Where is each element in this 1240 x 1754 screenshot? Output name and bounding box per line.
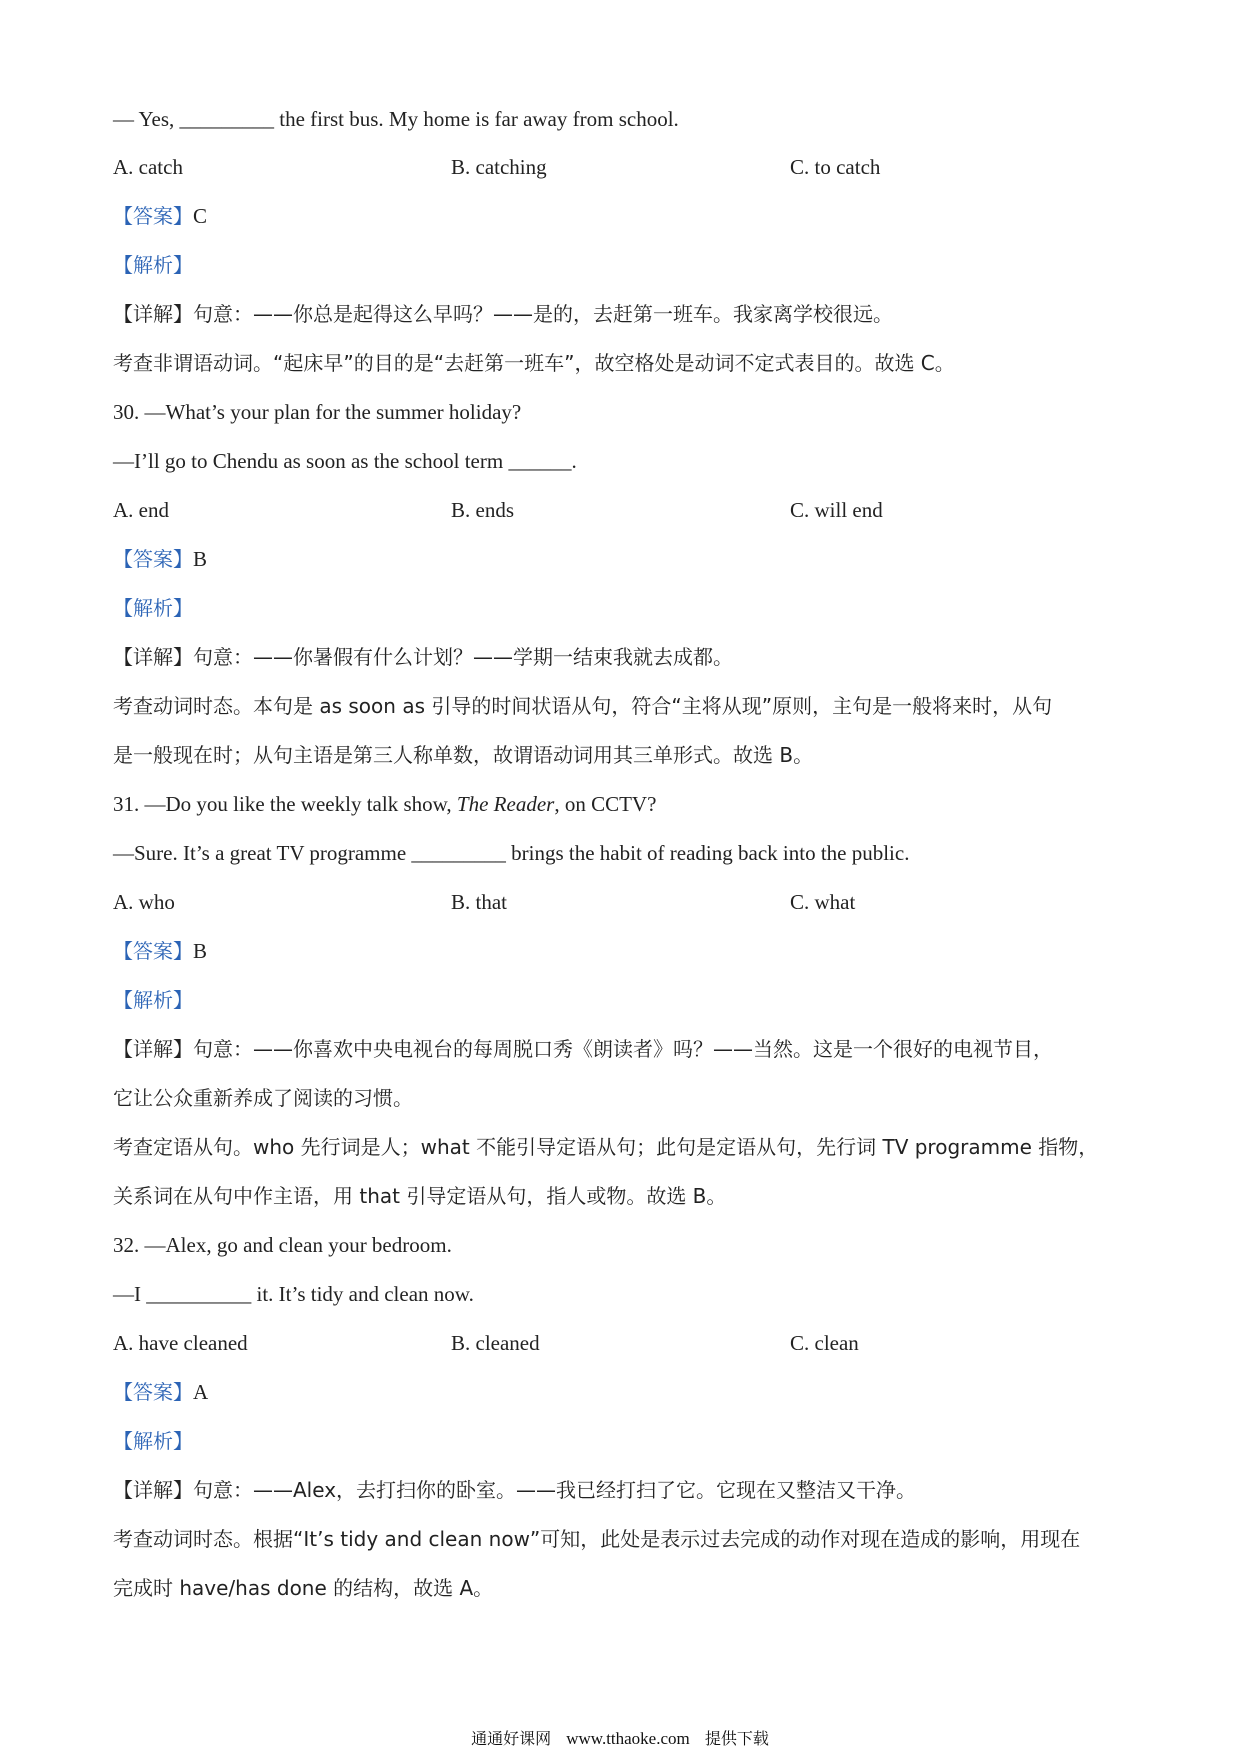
q32-option-c: C. clean: [790, 1331, 859, 1355]
answer-tag: 【答案】: [113, 939, 193, 963]
q31-show-title: The Reader: [456, 792, 555, 816]
q32-explanation-line1: 考查动词时态。根据“It’s tidy and clean now”可知，此处是表示过去完成的动作对现在造成的影响，用现在: [113, 1527, 1081, 1551]
analysis-tag: 【解析】: [113, 253, 193, 277]
detail-text: 句意：——你喜欢中央电视台的每周脱口秀《朗读者》吗？——当然。这是一个很好的电视节目，: [193, 1037, 1053, 1061]
footer-url[interactable]: www.tthaoke.com: [566, 1729, 690, 1748]
q31-question-prefix: 31. —Do you like the weekly talk show,: [113, 792, 457, 816]
q32-analysis: [113, 1426, 193, 1456]
q30-explanation-line1: 考查动词时态。本句是 as soon as 引导的时间状语从句，符合“主将从现”原则，主句是一般将来时，从句: [113, 694, 1053, 718]
q31-explanation-line1: 考查定语从句。who 先行词是人；what 不能引导定语从句；此句是定语从句，先行词 TV programme 指物，: [113, 1135, 1099, 1159]
analysis-tag: 【解析】: [113, 596, 193, 620]
q30-reply: —I’ll go to Chendu as soon as the school term ______.: [113, 449, 577, 473]
detail-tag: 【详解】: [113, 645, 193, 669]
q31-option-a: A. who: [113, 890, 175, 914]
q31-detail-line2: 它让公众重新养成了阅读的习惯。: [113, 1086, 413, 1110]
q30-option-b: B. ends: [451, 498, 514, 522]
q32-detail: [113, 1475, 916, 1505]
q32-option-a: A. have cleaned: [113, 1331, 248, 1355]
q31-explanation-line2: 关系词在从句中作主语，用 that 引导定语从句，指人或物。故选 B。: [113, 1184, 727, 1208]
q31-detail-line1: [113, 1034, 1053, 1064]
q29-option-a: A. catch: [113, 155, 183, 179]
detail-tag: 【详解】: [113, 302, 193, 326]
q31-analysis: [113, 985, 193, 1015]
detail-tag: 【详解】: [113, 1037, 193, 1061]
analysis-tag: 【解析】: [113, 988, 193, 1012]
detail-text: 句意：——Alex，去打扫你的卧室。——我已经打扫了它。它现在又整洁又干净。: [193, 1478, 917, 1502]
detail-text: 句意：——你总是起得这么早吗？——是的，去赶第一班车。我家离学校很远。: [193, 302, 893, 326]
answer-letter: B: [193, 547, 208, 571]
q30-answer: [113, 544, 207, 574]
page-footer: [0, 1726, 1240, 1749]
q30-explanation-line2: 是一般现在时；从句主语是第三人称单数，故谓语动词用其三单形式。故选 B。: [113, 743, 814, 767]
q29-explanation: 考查非谓语动词。“起床早”的目的是“去赶第一班车”，故空格处是动词不定式表目的。故选 C。: [113, 351, 955, 375]
q32-option-b: B. cleaned: [451, 1331, 540, 1355]
q32-reply: —I __________ it. It’s tidy and clean now.: [113, 1282, 474, 1306]
q29-analysis: [113, 250, 193, 280]
answer-tag: 【答案】: [113, 204, 193, 228]
answer-tag: 【答案】: [113, 1380, 193, 1404]
q30-detail: [113, 642, 733, 672]
answer-letter: B: [193, 939, 208, 963]
q30-question: 30. —What’s your plan for the summer holiday?: [113, 400, 522, 424]
q29-detail: [113, 299, 893, 329]
answer-letter: C: [193, 204, 208, 228]
q31-answer: [113, 936, 207, 966]
answer-letter: A: [193, 1380, 209, 1404]
answer-tag: 【答案】: [113, 547, 193, 571]
q30-analysis: [113, 593, 193, 623]
q29-stem: — Yes, _________ the first bus. My home is far away from school.: [113, 107, 679, 131]
footer-site-name: 通通好课网: [471, 1729, 552, 1748]
q29-option-b: B. catching: [451, 155, 547, 179]
q29-option-c: C. to catch: [790, 155, 881, 179]
analysis-tag: 【解析】: [113, 1429, 193, 1453]
q30-option-c: C. will end: [790, 498, 883, 522]
q31-reply: —Sure. It’s a great TV programme _________ brings the habit of reading back into the public.: [113, 841, 910, 865]
q32-explanation-line2: 完成时 have/has done 的结构，故选 A。: [113, 1576, 494, 1600]
footer-download-text: 提供下载: [704, 1729, 769, 1748]
detail-text: 句意：——你暑假有什么计划？——学期一结束我就去成都。: [193, 645, 733, 669]
q31-question-suffix: , on CCTV?: [554, 792, 657, 816]
q32-answer: [113, 1377, 208, 1407]
q31-question: [113, 789, 656, 819]
q32-question: 32. —Alex, go and clean your bedroom.: [113, 1233, 452, 1257]
detail-tag: 【详解】: [113, 1478, 193, 1502]
q30-option-a: A. end: [113, 498, 169, 522]
q31-option-b: B. that: [451, 890, 507, 914]
q29-answer: [113, 201, 207, 231]
q31-option-c: C. what: [790, 890, 856, 914]
